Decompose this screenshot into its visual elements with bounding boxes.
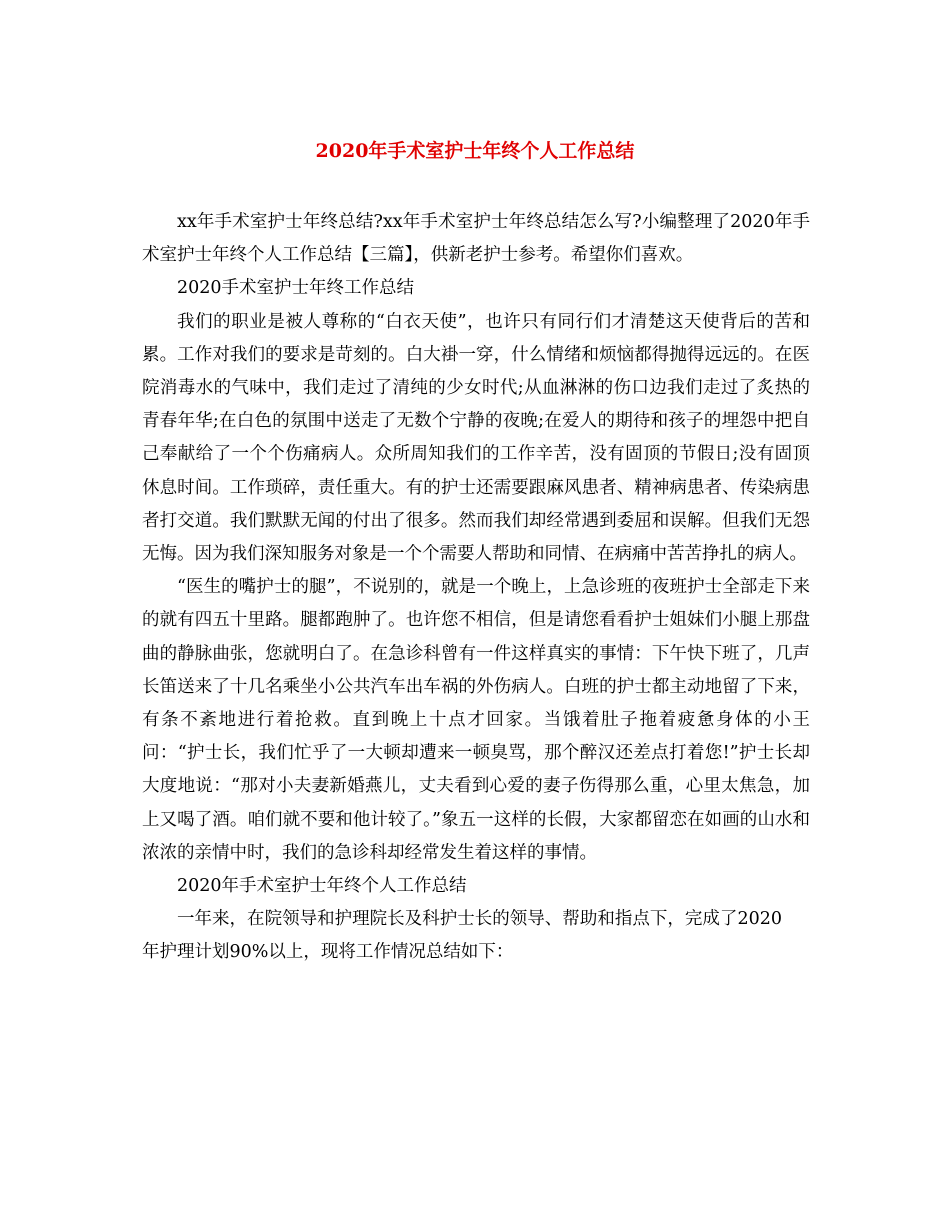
document-body (142, 206, 810, 970)
document-title: 2020年手术室护士年终个人工作总结 (315, 140, 635, 162)
body-paragraph-1: 我们的职业是被人尊称的“白衣天使”，也许只有同行们才清楚这天使背后的苦和累。工作对我们的要求是苛刻的。白大褂一穿，什么情绪和烦恼都得抛得远远的。在医院消毒水的气味中，我们走过了清纯的少女时代;从血淋淋的伤口边我们走过了炙热的青春年华;在白色的氛围中送走了无数个宁静的夜晚;在爱人的期待和孩子的埋怨中把自己奉献给了一个个伤痛病人。众所周知我们的工作辛苦，没有固顶的节假日;没有固顶休息时间。工作琐碎，责任重大。有的护士还需要跟麻风患者、精神病患者、传染病患者打交道。我们默默无闻的付出了很多。然而我们却经常遇到委屈和误解。但我们无怨无悔。因为我们深知服务对象是一个个需要人帮助和同情、在病痛中苦苦挣扎的病人。 (142, 311, 810, 565)
section-heading-1: 2020手术室护士年终工作总结 (177, 278, 415, 299)
body-paragraph-2: “医生的嘴护士的腿”，不说别的，就是一个晚上，上急诊班的夜班护士全部走下来的就有四五十里路。腿都跑肿了。也许您不相信，但是请您看看护士姐妹们小腿上那盘曲的静脉曲张，您就明白了。在急诊科曾有一件这样真实的事情：下午快下班了，几声长笛送来了十几名乘坐小公共汽车出车祸的外伤病人。白班的护士都主动地留了下来，有条不紊地进行着抢救。直到晚上十点才回家。当饿着肚子拖着疲惫身体的小王问：“护士长，我们忙乎了一大顿却遭来一顿臭骂，那个醉汉还差点打着您!”护士长却大度地说：“那对小夫妻新婚燕儿，丈夫看到心爱的妻子伤得那么重，心里太焦急，加上又喝了酒。咱们就不要和他计较了。”象五一这样的长假，大家都留恋在如画的山水和浓浓的亲情中时，我们的急诊科却经常发生着这样的事情。 (142, 577, 810, 863)
section-heading-2: 2020年手术室护士年终个人工作总结 (177, 876, 467, 897)
body-paragraph-3: 一年来，在院领导和护理院长及科护士长的领导、帮助和指点下，完成了2020年护理计划90%以上，现将工作情况总结如下： (142, 909, 782, 963)
intro-paragraph: xx年手术室护士年终总结?xx年手术室护士年终总结怎么写?小编整理了2020年手术室护士年终个人工作总结【三篇】，供新老护士参考。希望你们喜欢。 (142, 212, 810, 266)
